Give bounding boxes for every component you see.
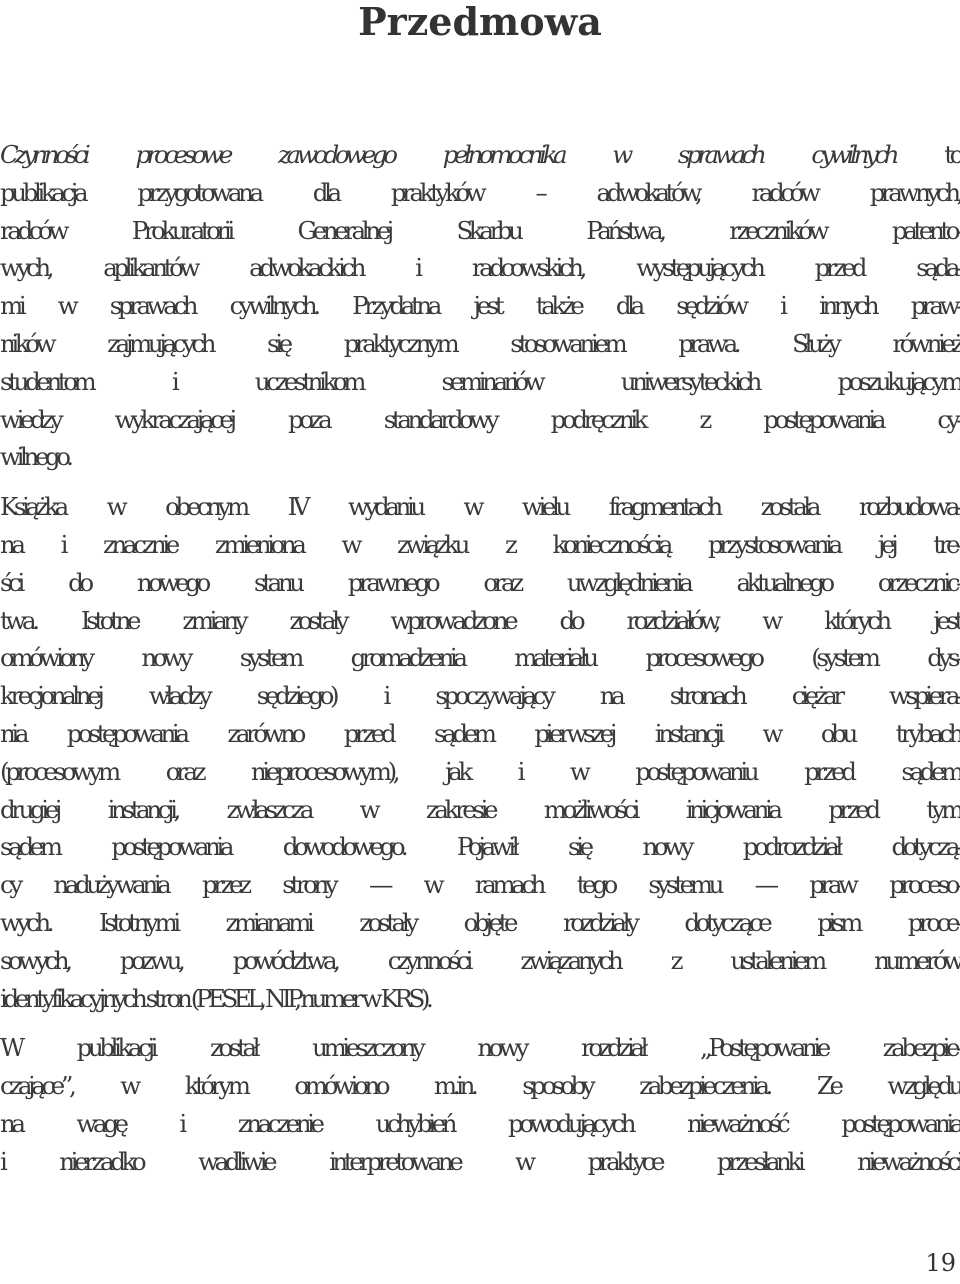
book-title-italic: Czynności procesowe zawodowego pełnomocnika w sprawach cywilnych (0, 140, 896, 169)
text-line: i nierzadko wadliwie interpretowane w praktyce przesłanki nieważności (0, 1146, 960, 1176)
text-line: sądem postępowania dowodowego. Pojawił się nowy podrozdział dotyczą- (0, 832, 960, 862)
preface-body (0, 136, 960, 1181)
text-line: Książka w obecnym IV wydaniu w wielu fragmentach została rozbudowa- (0, 492, 960, 522)
text-line: W publikacji został umieszczony nowy rozdział „Postępowanie zabezpie- (0, 1033, 960, 1063)
text-line: (procesowym oraz nieprocesowym), jak i w postępowaniu przed sądem (0, 756, 960, 786)
text-run: to (895, 140, 960, 169)
text-line: radców Prokuratorii Generalnej Skarbu Państwa, rzeczników patento- (0, 215, 960, 245)
text-line: na i znacznie zmieniona w związku z koniecznością przystosowania jej tre- (0, 529, 960, 559)
paragraph-1 (0, 136, 960, 476)
text-line: publikacja przygotowana dla praktyków – adwokatów, radców prawnych, (0, 177, 960, 207)
text-line: na wagę i znaczenie uchybień powodujących nieważność postępowania (0, 1108, 960, 1138)
text-line: nia postępowania zarówno przed sądem pierwszej instancji w obu trybach (0, 718, 960, 748)
text-line: wych, aplikantów adwokackich i radcowskich, występujących przed sąda- (0, 253, 960, 283)
text-line: ści do nowego stanu prawnego oraz uwzględnienia aktualnego orzecznic- (0, 567, 960, 597)
text-line: wilnego. (0, 442, 70, 472)
text-line: wych. Istotnymi zmianami zostały objęte rozdziały dotyczące pism proce- (0, 907, 960, 937)
text-line (0, 136, 960, 174)
page-title: Przedmowa (358, 0, 602, 44)
text-line: drugiej instancji, zwłaszcza w zakresie możliwości inicjowania przed tym (0, 794, 960, 824)
text-line: wiedzy wykraczającej poza standardowy podręcznik z postępowania cy- (0, 404, 960, 434)
text-line: studentom i uczestnikom seminariów uniwersyteckich poszukującym (0, 366, 960, 396)
text-line: sowych, pozwu, powództwa, czynności związanych z ustaleniem numerów (0, 945, 960, 975)
text-line: twa. Istotne zmiany zostały wprowadzone do rozdziałów, w których jest (0, 605, 960, 635)
text-line: czające”, w którym omówiono m.in. sposoby zabezpieczenia. Ze względu (0, 1071, 960, 1101)
text-line: omówiony nowy system gromadzenia materiału procesowego (system dys- (0, 643, 960, 673)
page-number: 19 (925, 1249, 956, 1277)
text-line: krecjonalnej władzy sędziego) i spoczywający na stronach ciężar wspiera- (0, 681, 960, 711)
text-line: ników zajmujących się praktycznym stosowaniem prawa. Służy również (0, 328, 960, 358)
text-line: mi w sprawach cywilnych. Przydatna jest także dla sędziów i innych praw- (0, 291, 960, 321)
paragraph-3 (0, 1029, 960, 1180)
paragraph-2 (0, 488, 960, 1017)
text-line: cy nadużywania przez strony — w ramach tego systemu — praw proceso- (0, 870, 960, 900)
text-line: identyfikacyjnych stron (PESEL, NIP, numer w KRS). (0, 983, 430, 1013)
